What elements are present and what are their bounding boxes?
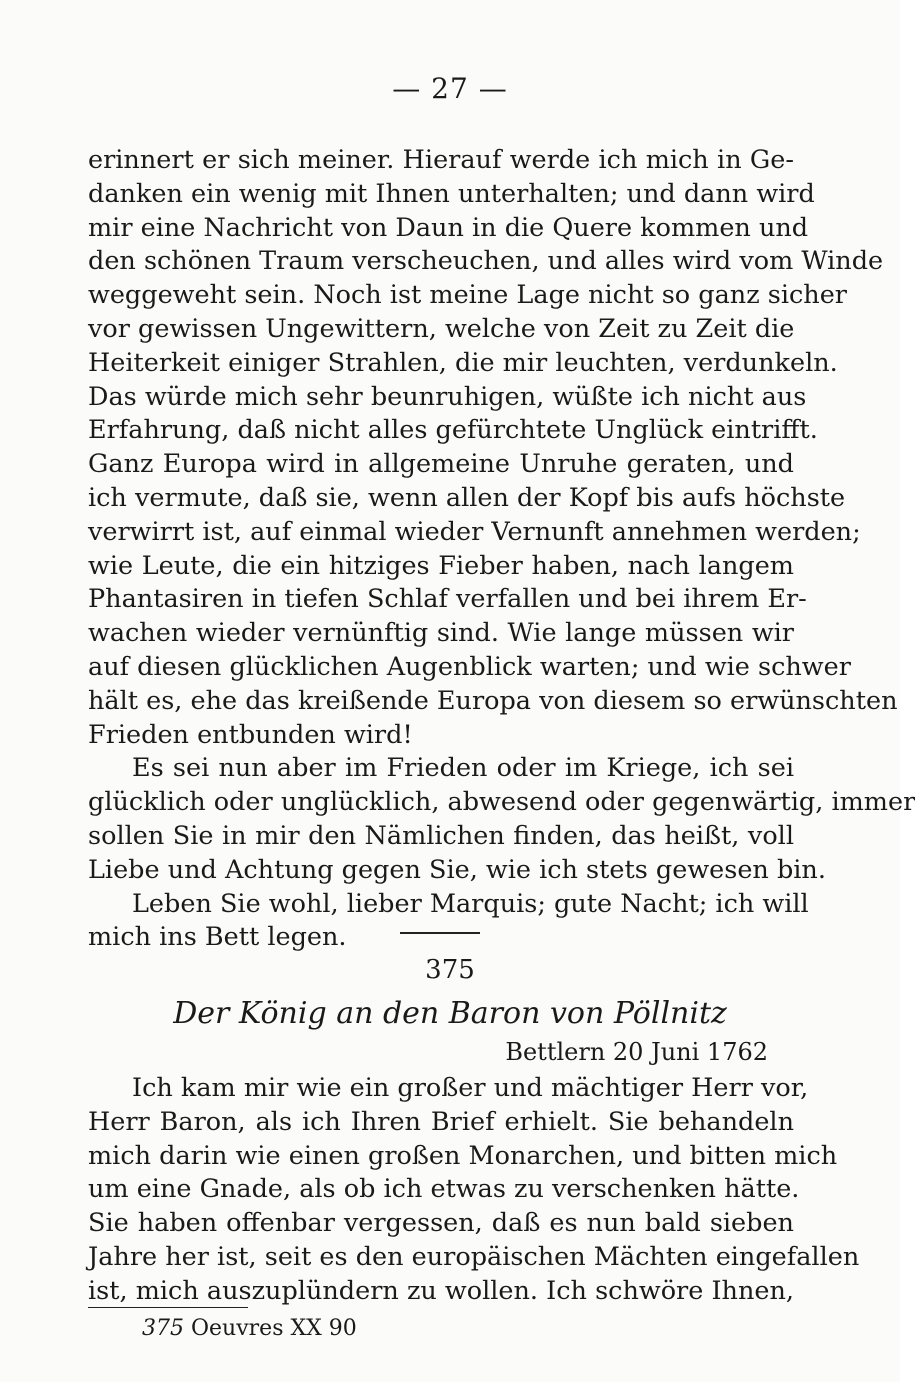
text-line: danken ein wenig mit Ihnen unterhalten; und dann wird — [88, 178, 815, 209]
text-line: Herr Baron, als ich Ihren Brief erhielt. Sie behandeln — [88, 1106, 794, 1137]
letter-title: Der König an den Baron von Pöllnitz — [173, 996, 727, 1031]
text-line: mir eine Nachricht von Daun in die Quere kommen und — [88, 212, 809, 243]
footnote-number: 375 — [142, 1316, 184, 1341]
text-line: mich darin wie einen großen Monarchen, und bitten mich — [88, 1140, 838, 1171]
text-line: Leben Sie wohl, lieber Marquis; gute Nacht; ich will — [132, 888, 809, 919]
text-line: verwirrt ist, auf einmal wieder Vernunft annehmen werden; — [88, 516, 861, 547]
text-line: Heiterkeit einiger Strahlen, die mir leuchten, verdunkeln. — [88, 347, 838, 378]
text-line: Erfahrung, daß nicht alles gefürchtete Unglück eintrifft. — [88, 415, 818, 446]
text-line: auf diesen glücklichen Augenblick warten; und wie schwer — [88, 651, 851, 682]
footnote — [142, 1316, 357, 1341]
letter-dateline: Bettlern 20 Juni 1762 — [505, 1038, 768, 1066]
letter-375-body — [88, 1072, 860, 1309]
text-line: wie Leute, die ein hitziges Fieber haben, nach langem — [88, 550, 794, 581]
page-number: — 27 — — [392, 72, 508, 105]
text-line: vor gewissen Ungewittern, welche von Zeit zu Zeit die — [88, 313, 795, 344]
text-line: Das würde mich sehr beunruhigen, wüßte ich nicht aus — [88, 381, 807, 412]
letter-number: 375 — [425, 955, 475, 985]
text-line: Jahre her ist, seit es den europäischen Mächten eingefallen — [88, 1241, 860, 1272]
text-line: mich ins Bett legen. — [88, 922, 347, 953]
text-line: den schönen Traum verscheuchen, und alles wird vom Winde — [88, 246, 884, 277]
text-line: ich vermute, daß sie, wenn allen der Kopf bis aufs höchste — [88, 482, 846, 513]
text-line: um eine Gnade, als ob ich etwas zu verschenken hätte. — [88, 1174, 800, 1205]
text-line: ist, mich auszuplündern zu wollen. Ich schwöre Ihnen, — [88, 1275, 794, 1306]
text-line: glücklich oder unglücklich, abwesend oder gegenwärtig, immer — [88, 787, 915, 818]
text-line: sollen Sie in mir den Nämlichen finden, das heißt, voll — [88, 820, 794, 851]
text-line: weggeweht sein. Noch ist meine Lage nicht so ganz sicher — [88, 280, 847, 311]
text-line: Sie haben offenbar vergessen, daß es nun bald sieben — [88, 1208, 794, 1239]
text-line: hält es, ehe das kreißende Europa von diesem so erwünschten — [88, 685, 898, 716]
text-line: Ganz Europa wird in allgemeine Unruhe geraten, und — [88, 449, 794, 480]
footnote-divider — [88, 1307, 248, 1308]
section-divider — [400, 932, 480, 934]
text-line: wachen wieder vernünftig sind. Wie lange müssen wir — [88, 618, 794, 649]
text-line: Es sei nun aber im Frieden oder im Kriege, ich sei — [132, 753, 794, 784]
letter-374-continuation — [88, 144, 915, 955]
text-line: Frieden entbunden wird! — [88, 719, 413, 750]
text-line: Ich kam mir wie ein großer und mächtiger Herr vor, — [132, 1073, 809, 1103]
text-line: erinnert er sich meiner. Hierauf werde ich mich in Ge- — [88, 145, 794, 175]
footnote-text: Oeuvres XX 90 — [191, 1316, 357, 1341]
text-line: Liebe und Achtung gegen Sie, wie ich stets gewesen bin. — [88, 854, 826, 885]
text-line: Phantasiren in tiefen Schlaf verfallen und bei ihrem Er- — [88, 584, 807, 615]
